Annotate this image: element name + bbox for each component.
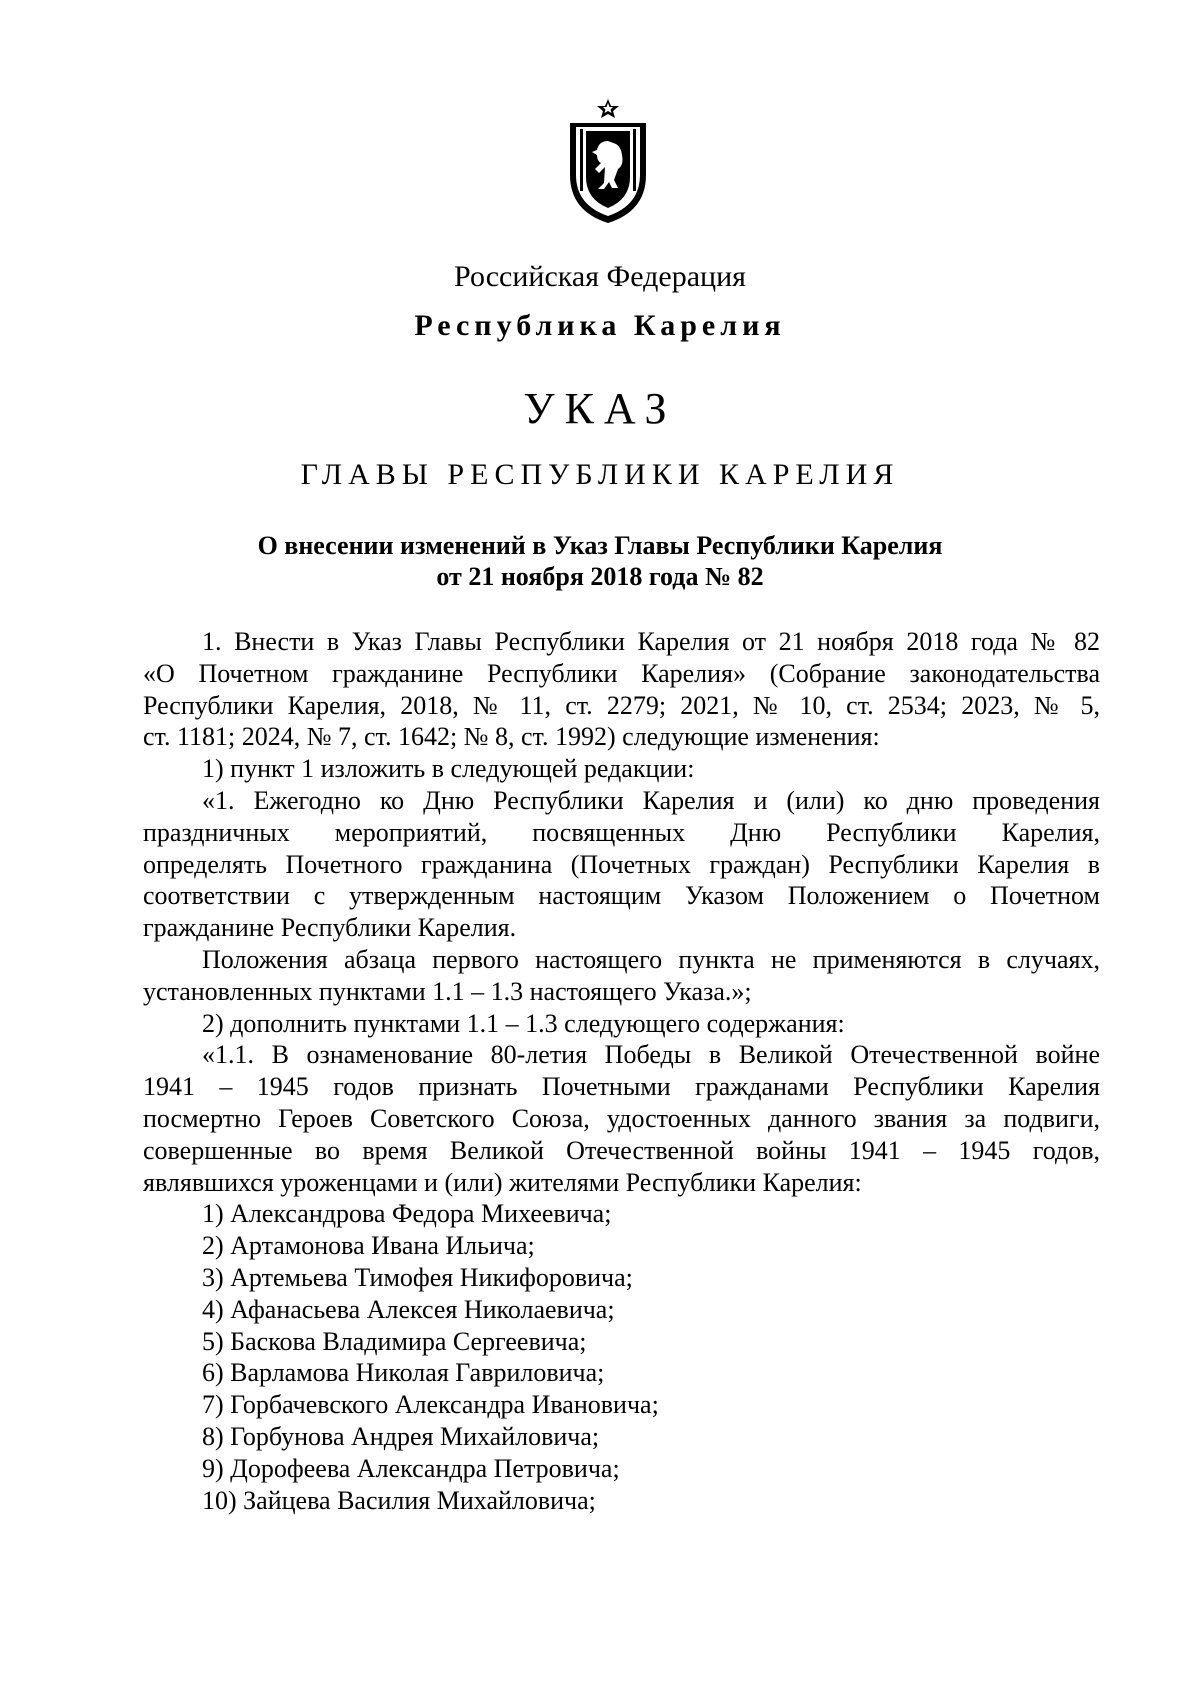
body-line: праздничных мероприятий, посвященных Дню Республики Карелия,	[143, 817, 1100, 847]
republic-name: Республика Карелия	[414, 309, 786, 342]
list-item: 7) Горбачевского Александра Ивановича;	[202, 1390, 659, 1420]
document-body	[143, 626, 1100, 1516]
list-item: 5) Баскова Владимира Сергеевича;	[202, 1326, 587, 1356]
body-line: 1. Внести в Указ Главы Республики Карелия от 21 ноября 2018 года № 82	[202, 627, 1100, 656]
body-line: «1.1. В ознаменование 80-летия Победы в Великой Отечественной войне	[202, 1040, 1100, 1070]
list-item: 9) Дорофеева Александра Петровича;	[202, 1453, 620, 1483]
body-line: посмертно Героев Советского Союза, удостоенных данного звания за подвиги,	[143, 1103, 1100, 1133]
document-subject	[0, 530, 1200, 592]
body-line: Республики Карелия, 2018, № 11, ст. 2279; 2021, № 10, ст. 2534; 2023, № 5,	[143, 690, 1100, 720]
body-line: гражданине Республики Карелия.	[143, 913, 517, 943]
body-line: 2) дополнить пунктами 1.1 – 1.3 следующего содержания:	[202, 1008, 845, 1038]
body-line: 1941 – 1945 годов признать Почетными гражданами Республики Карелия	[143, 1072, 1100, 1102]
karelia-coat-of-arms-icon	[564, 97, 652, 227]
list-item: 6) Варламова Николая Гавриловича;	[202, 1358, 605, 1388]
list-item: 10) Зайцева Василия Михайловича;	[202, 1485, 596, 1515]
list-item: 4) Афанасьева Алексея Николаевича;	[202, 1294, 615, 1324]
country-name: Российская Федерация	[454, 260, 746, 293]
body-line: соответствии с утвержденным настоящим Указом Положением о Почетном	[143, 881, 1100, 911]
body-line: являвшихся уроженцами и (или) жителями Республики Карелия:	[143, 1167, 862, 1197]
body-line: установленных пунктами 1.1 – 1.3 настоящего Указа.»;	[143, 976, 752, 1006]
body-line: совершенные во время Великой Отечественной войны 1941 – 1945 годов,	[143, 1135, 1100, 1165]
body-line: определять Почетного гражданина (Почетных граждан) Республики Карелия в	[143, 849, 1100, 879]
body-line: «О Почетном гражданине Республики Карелия» (Собрание законодательства	[143, 658, 1100, 688]
list-item: 1) Александрова Федора Михеевича;	[202, 1199, 612, 1229]
body-line: 1) пункт 1 изложить в следующей редакции:	[202, 754, 695, 784]
list-item: 2) Артамонова Ивана Ильича;	[202, 1231, 535, 1261]
body-line: ст. 1181; 2024, № 7, ст. 1642; № 8, ст. 1992) следующие изменения:	[143, 722, 880, 752]
subject-line: от 21 ноября 2018 года № 82	[436, 562, 764, 591]
subject-line: О внесении изменений в Указ Главы Республики Карелия	[257, 531, 943, 560]
list-item: 3) Артемьева Тимофея Никифоровича;	[202, 1262, 633, 1292]
issuer-title: ГЛАВЫ РЕСПУБЛИКИ КАРЕЛИЯ	[300, 458, 900, 491]
body-line: «1. Ежегодно ко Дню Республики Карелия и (или) ко дню проведения	[202, 785, 1100, 815]
body-line: Положения абзаца первого настоящего пункта не применяются в случаях,	[202, 944, 1100, 974]
document-type: УКАЗ	[523, 384, 677, 433]
list-item: 8) Горбунова Андрея Михайловича;	[202, 1421, 600, 1451]
